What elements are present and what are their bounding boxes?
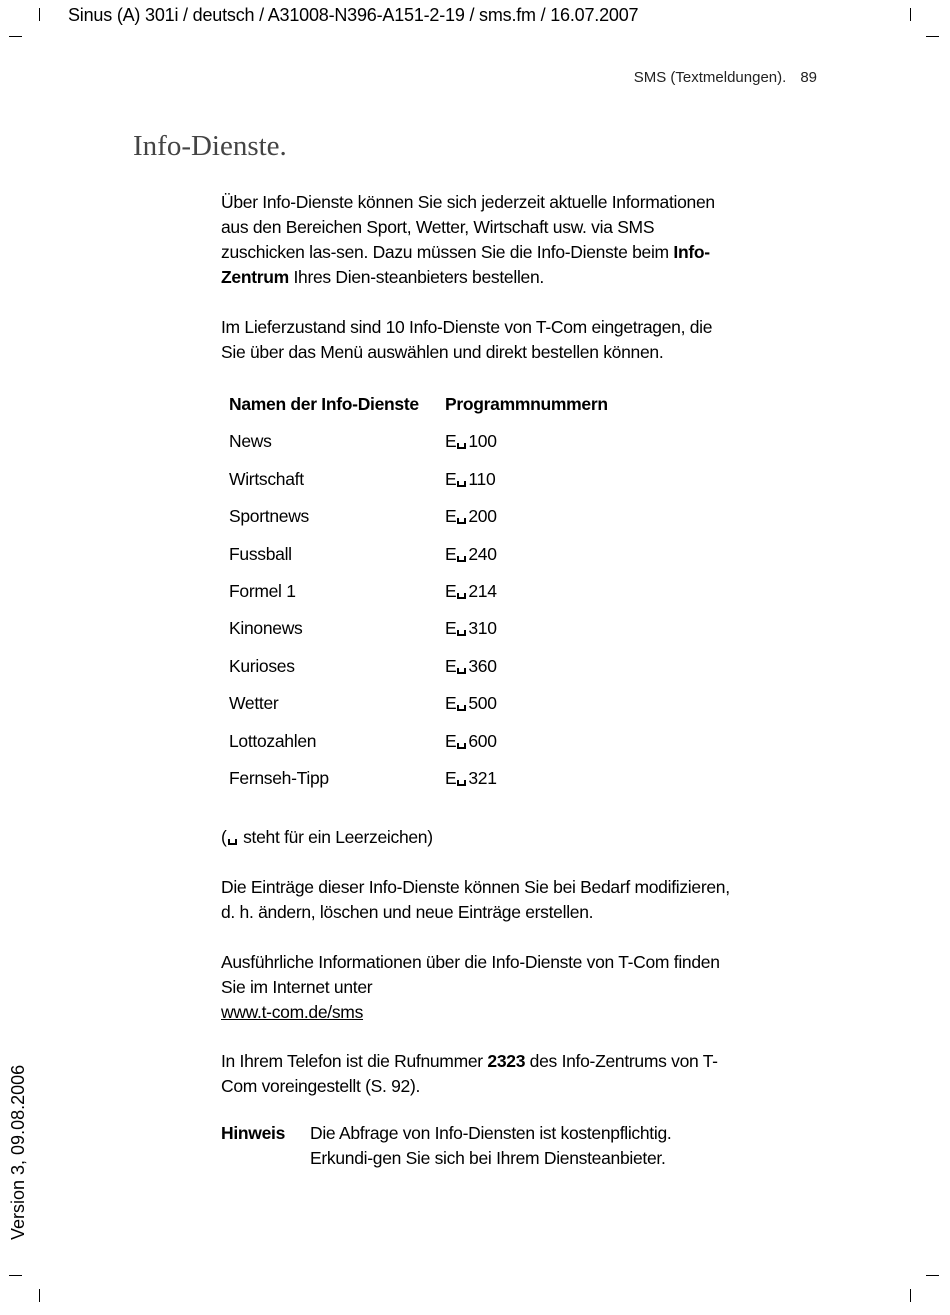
table-row — [229, 431, 608, 468]
space-symbol-icon — [457, 593, 466, 599]
running-head-section: SMS (Textmeldungen). — [633, 69, 787, 86]
legend-text: steht für ein Leerzeichen) — [238, 827, 433, 847]
program-number-value: 321 — [468, 767, 497, 788]
crop-mark — [39, 1289, 40, 1302]
service-name: Kurioses — [229, 655, 295, 676]
intro-text-end: Ihres Dien-steanbieters bestellen. — [288, 267, 544, 287]
service-name: Kinonews — [229, 618, 303, 639]
program-number-value: 100 — [468, 431, 497, 452]
space-symbol-icon — [457, 443, 466, 449]
table-row — [229, 656, 608, 693]
service-name: News — [229, 431, 272, 452]
tcom-sms-link[interactable]: www.t-com.de/sms — [221, 1002, 364, 1022]
space-legend — [221, 825, 731, 850]
intro-paragraph — [221, 190, 731, 290]
intro-text: Über Info-Dienste können Sie sich jederzeit aktuelle Informationen aus den Bereichen Sport, Wetter, Wirtschaft usw. via SMS zuschicken las-sen. Dazu müssen Sie die Info-Dienste beim — [221, 192, 715, 262]
service-name: Fussball — [229, 543, 292, 564]
space-symbol-icon — [457, 481, 466, 487]
internet-info-text: Ausführliche Informationen über die Info-Dienste von T-Com finden Sie im Internet unter — [221, 952, 720, 997]
program-number — [445, 581, 497, 602]
legend-open-paren: ( — [221, 827, 227, 847]
table-row — [229, 469, 608, 506]
crop-mark — [926, 36, 939, 37]
program-number-value: 240 — [468, 543, 497, 564]
header-program-number: Programmnummern — [445, 394, 608, 414]
space-symbol-icon — [228, 839, 237, 845]
crop-mark — [910, 1289, 911, 1302]
running-head — [634, 69, 817, 86]
version-label: Version 3, 09.08.2006 — [8, 1064, 28, 1240]
info-services-table — [229, 394, 608, 805]
space-symbol-icon — [457, 743, 466, 749]
table-row — [229, 618, 608, 655]
service-name: Wirtschaft — [229, 468, 304, 489]
program-number-value: 110 — [468, 468, 496, 489]
number-paragraph — [221, 1049, 731, 1099]
program-number — [445, 731, 497, 752]
space-symbol-icon — [457, 705, 466, 711]
crop-mark — [910, 8, 911, 21]
hint-note — [221, 1121, 731, 1171]
program-number-value: 200 — [468, 506, 497, 527]
document-header: Sinus (A) 301i / deutsch / A31008-N396-A151-2-19 / sms.fm / 16.07.2007 — [68, 5, 639, 25]
space-symbol-icon — [457, 556, 466, 562]
program-number — [445, 618, 497, 639]
table-row — [229, 544, 608, 581]
program-prefix: E — [445, 618, 457, 639]
program-number-value: 600 — [468, 730, 497, 751]
program-prefix: E — [445, 580, 457, 601]
hint-label: Hinweis — [221, 1123, 286, 1143]
space-symbol-icon — [457, 668, 466, 674]
program-prefix: E — [445, 543, 457, 564]
space-symbol-icon — [457, 630, 466, 636]
default-services-paragraph: Im Lieferzustand sind 10 Info-Dienste von T-Com eingetragen, die Sie über das Menü auswählen und direkt bestellen können. — [221, 317, 713, 362]
space-symbol-icon — [457, 780, 466, 786]
number-text-end: des Info-Zentrums von T-Com voreingestellt (S. 92). — [221, 1051, 718, 1096]
crop-mark — [926, 1275, 939, 1276]
program-number-value: 310 — [468, 618, 497, 639]
program-prefix: E — [445, 767, 457, 788]
space-symbol-icon — [457, 518, 466, 524]
number-text: In Ihrem Telefon ist die Rufnummer — [221, 1051, 488, 1071]
service-name: Lottozahlen — [229, 730, 317, 751]
program-prefix: E — [445, 693, 457, 714]
program-number — [445, 693, 497, 714]
table-row — [229, 768, 608, 805]
program-prefix: E — [445, 468, 457, 489]
service-name: Wetter — [229, 693, 279, 714]
info-zentrum-term: Info-Zentrum — [221, 242, 710, 287]
program-number-value: 500 — [468, 693, 497, 714]
table-header-row — [229, 394, 608, 431]
header-service-name: Namen der Info-Dienste — [229, 394, 419, 414]
table-row — [229, 506, 608, 543]
table-row — [229, 731, 608, 768]
program-number — [445, 544, 497, 565]
program-prefix: E — [445, 730, 457, 751]
service-name: Fernseh-Tipp — [229, 767, 329, 788]
crop-mark — [9, 36, 22, 37]
program-number — [445, 656, 497, 677]
program-number — [445, 469, 495, 490]
program-number — [445, 506, 497, 527]
program-number-value: 214 — [468, 580, 497, 601]
program-number — [445, 431, 497, 452]
program-number — [445, 768, 497, 789]
program-prefix: E — [445, 431, 457, 452]
service-name: Formel 1 — [229, 580, 296, 601]
page-number: 89 — [800, 69, 817, 86]
program-number-value: 360 — [468, 655, 497, 676]
program-prefix: E — [445, 655, 457, 676]
info-center-number: 2323 — [487, 1051, 526, 1071]
crop-mark — [39, 8, 40, 21]
service-name: Sportnews — [229, 506, 309, 527]
modify-paragraph: Die Einträge dieser Info-Dienste können Sie bei Bedarf modifizieren, d. h. ändern, löschen und neue Einträge erstellen. — [221, 877, 730, 922]
table-row — [229, 693, 608, 730]
page-title: Info-Dienste. — [133, 130, 287, 162]
program-prefix: E — [445, 506, 457, 527]
table-row — [229, 581, 608, 618]
hint-text: Die Abfrage von Info-Diensten ist kostenpflichtig. Erkundi-gen Sie sich bei Ihrem Diensteanbieter. — [310, 1123, 672, 1168]
internet-info-paragraph — [221, 950, 731, 1025]
crop-mark — [9, 1275, 22, 1276]
